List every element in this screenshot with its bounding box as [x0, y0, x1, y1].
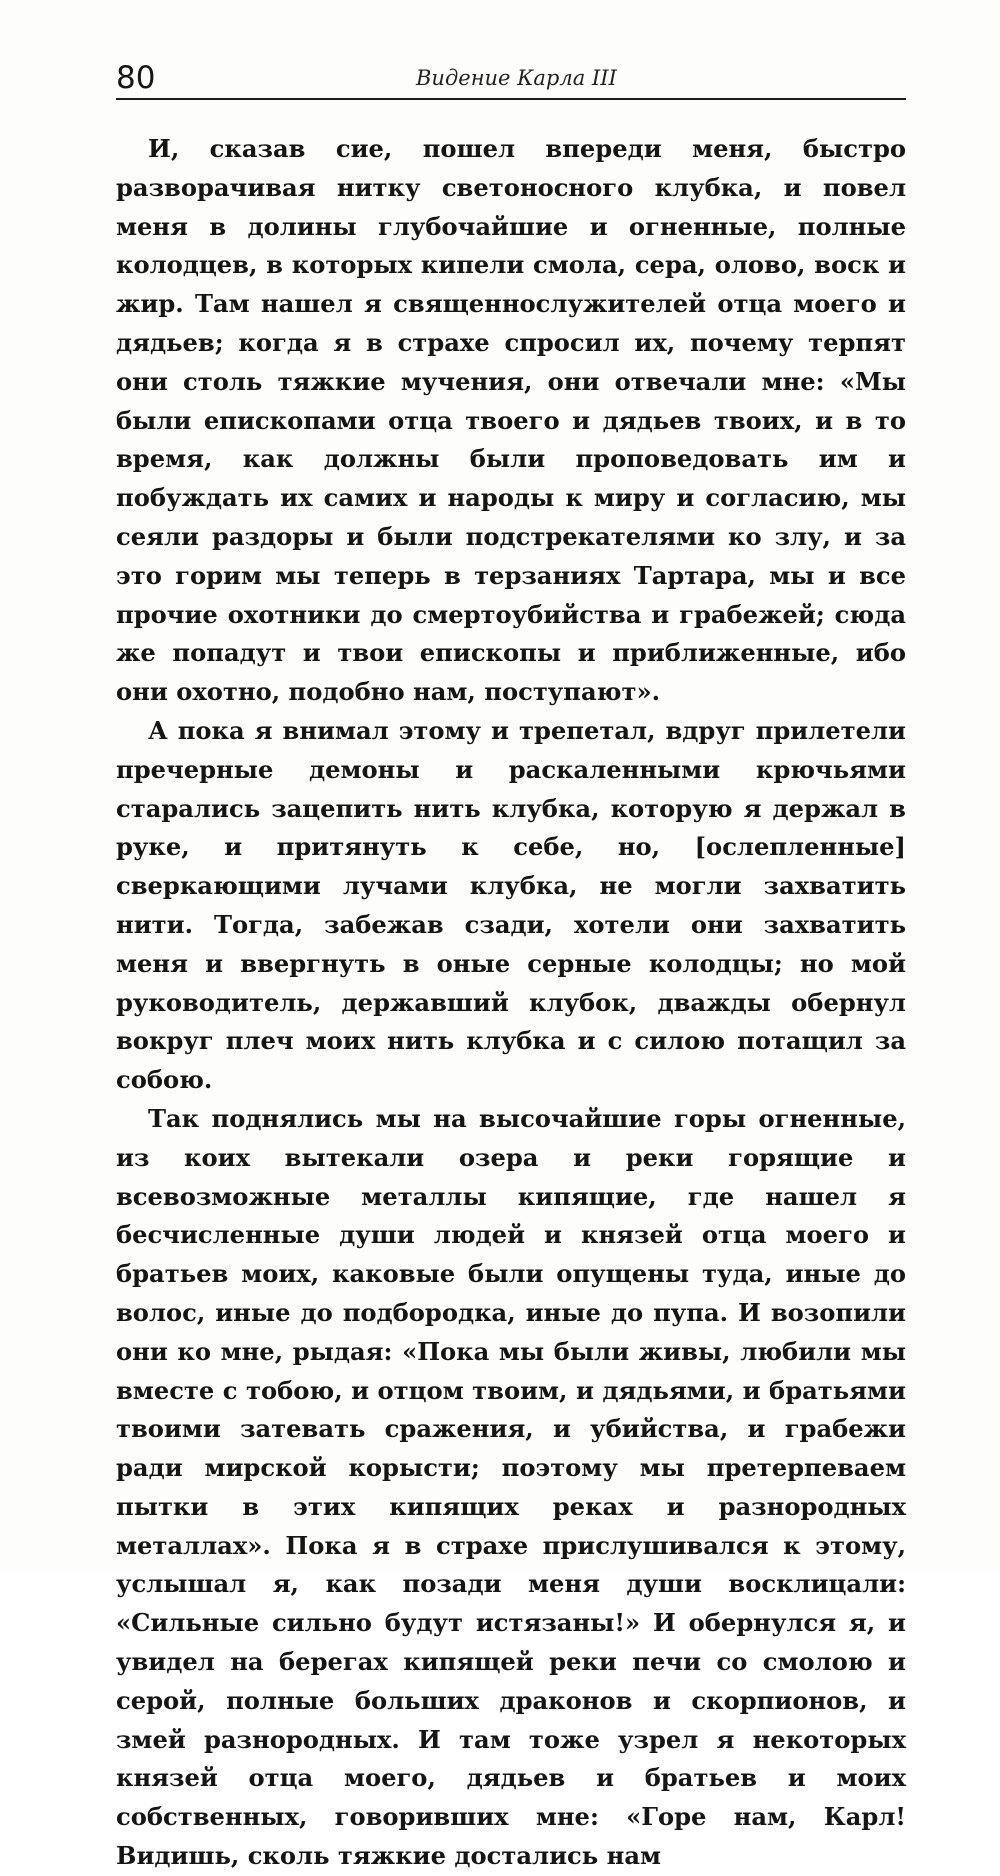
paragraph: А пока я внимал этому и трепетал, вдруг прилетели пречерные демоны и раскаленными крючьями старались зацепить нить клубка, которую я держал в руке, и притянуть к себе, но, [ослепленные] сверкающими лучами клубка, не могли захватить нити. Тогда, забежав сзади, хотели они захватить меня и ввергнуть в оные серные колодцы; но мой руководитель, державший клубок, дважды обернул вокруг плеч моих нить клубка и с силою потащил за собою.: [116, 715, 906, 1095]
body-text: [116, 130, 906, 1876]
header-rule: [116, 98, 906, 100]
running-title: Видение Карла III: [416, 66, 617, 90]
page-number: 80: [116, 60, 156, 96]
paragraph: И, сказав сие, пошел впереди меня, быстро разворачивая нитку светоносного клубка, и повел меня в долины глубочайшие и огненные, полные колодцев, в которых кипели смола, сера, олово, воск и жир. Там нашел я священнослужителей отца моего и дядьев; когда я в страхе спросил их, почему терпят они столь тяжкие мучения, они отвечали мне: «Мы были епископами отца твоего и дядьев твоих, и в то время, как должны были проповедовать им и побуждать их самих и народы к миру и согласию, мы сеяли раздоры и были подстрекателями ко злу, и за это горим мы теперь в терзаниях Тартара, мы и все прочие охотники до смертоубийства и грабежей; сюда же попадут и твои епископы и приближенные, ибо они охотно, подобно нам, поступают».: [116, 134, 906, 707]
running-head: [116, 58, 906, 102]
paragraph: Так поднялись мы на высочайшие горы огненные, из коих вытекали озера и реки горящие и всевозможные металлы кипящие, где нашел я бесчисленные души людей и князей отца моего и братьев моих, каковые были опущены туда, иные до волос, иные до подбородка, иные до пупа. И возопили они ко мне, рыдая: «Пока мы были живы, любили мы вместе с тобою, и отцом твоим, и дядьями, и братьями твоими затевать сражения, и убийства, и грабежи ради мирской корысти; поэтому мы претерпеваем пытки в этих кипящих реках и разнородных металлах». Пока я в страхе прислушивался к этому, услышал я, как позади меня души восклицали: «Сильные сильно будут истязаны!» И обернулся я, и увидел на берегах кипящей реки печи со смолою и серой, полные больших драконов и скорпионов, и змей разнородных. И там тоже узрел я некоторых князей отца моего, дядьев и братьев и моих собственных, говоривших мне: «Горе нам, Карл! Видишь, сколь тяжкие достались нам: [116, 1103, 906, 1871]
